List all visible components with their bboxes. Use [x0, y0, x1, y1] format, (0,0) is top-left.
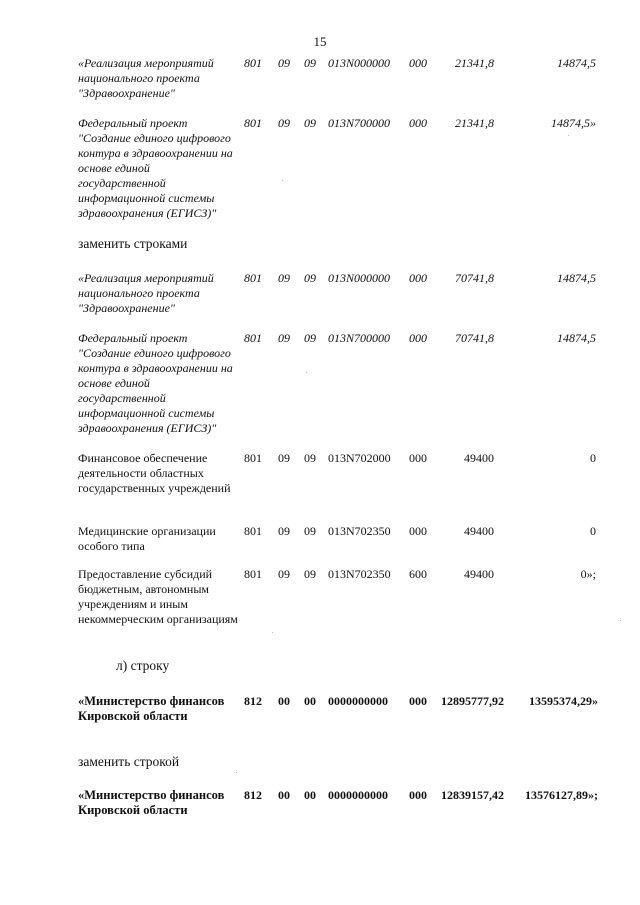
amount-2: 0»;: [580, 567, 596, 581]
code-target: 013N702350: [328, 524, 391, 538]
code-subsection: 09: [304, 567, 316, 581]
amount-2: 0: [590, 524, 596, 538]
code-expense-type: 000: [409, 524, 427, 538]
code-expense-type: 000: [409, 56, 427, 70]
code-subsection: 09: [304, 116, 316, 130]
page-number: 15: [313, 34, 327, 49]
code-ministry: 801: [244, 56, 262, 70]
code-subsection: 09: [304, 56, 316, 70]
amount-1: 12895777,92: [441, 694, 504, 708]
code-ministry: 801: [244, 116, 262, 130]
code-subsection: 00: [304, 788, 316, 802]
amount-2: 13576127,89»;: [525, 788, 598, 802]
code-expense-type: 000: [409, 788, 427, 802]
code-ministry: 812: [244, 694, 262, 708]
code-section: 09: [278, 271, 290, 285]
row-name: Предоставление субсидий бюджетным, автономным учреждениям и иным некоммерческим организациям: [78, 567, 238, 626]
replace-rows-label: заменить строками: [78, 236, 188, 251]
code-target: 013N000000: [328, 56, 391, 70]
code-target: 0000000000: [328, 788, 388, 802]
row-name: Федеральный проект "Создание единого цифрового контура в здравоохранении на основе единой государственной информационной системы здравоохранения (ЕГИСЗ)": [78, 116, 233, 220]
row-name: «Реализация мероприятий национального проекта "Здравоохранение": [78, 271, 214, 315]
code-expense-type: 000: [409, 271, 427, 285]
code-section: 09: [278, 56, 290, 70]
code-ministry: 801: [244, 567, 262, 581]
code-ministry: 801: [244, 271, 262, 285]
replace-row-label: заменить строкой: [78, 754, 180, 769]
code-target: 0000000000: [328, 694, 388, 708]
amount-1: 21341,8: [455, 56, 494, 70]
code-subsection: 09: [304, 524, 316, 538]
code-target: 013N700000: [328, 331, 391, 345]
row-name: Медицинские организации особого типа: [78, 524, 216, 553]
row-name: Финансовое обеспечение деятельности областных государственных учреждений: [78, 451, 231, 495]
scan-speck: [236, 772, 237, 773]
row-name: «Министерство финансов Кировской области: [78, 694, 225, 723]
code-target: 013N702000: [328, 451, 391, 465]
code-section: 09: [278, 116, 290, 130]
code-ministry: 801: [244, 451, 262, 465]
code-subsection: 09: [304, 271, 316, 285]
amount-2: 14874,5: [557, 271, 596, 285]
code-expense-type: 000: [409, 694, 427, 708]
row-name: «Министерство финансов Кировской области: [78, 788, 225, 817]
code-section: 00: [278, 788, 290, 802]
scan-speck: [272, 632, 273, 633]
code-expense-type: 000: [409, 116, 427, 130]
code-section: 09: [278, 567, 290, 581]
amount-2: 14874,5: [557, 56, 596, 70]
code-subsection: 00: [304, 694, 316, 708]
amount-1: 12839157,42: [441, 788, 504, 802]
code-ministry: 812: [244, 788, 262, 802]
code-ministry: 801: [244, 524, 262, 538]
code-expense-type: 600: [409, 567, 427, 581]
amount-1: 70741,8: [455, 271, 494, 285]
code-target: 013N700000: [328, 116, 391, 130]
scan-speck: [306, 372, 307, 373]
code-target: 013N702350: [328, 567, 391, 581]
row-name: Федеральный проект "Создание единого цифрового контура в здравоохранении на основе единой государственной информационной системы здравоохранения (ЕГИСЗ)": [78, 331, 233, 435]
code-section: 09: [278, 331, 290, 345]
code-expense-type: 000: [409, 451, 427, 465]
amount-1: 49400: [464, 524, 494, 538]
amount-1: 49400: [464, 451, 494, 465]
amount-2: 14874,5»: [551, 116, 596, 130]
amount-2: 14874,5: [557, 331, 596, 345]
amount-1: 21341,8: [455, 116, 494, 130]
code-subsection: 09: [304, 451, 316, 465]
amount-1: 70741,8: [455, 331, 494, 345]
amount-1: 49400: [464, 567, 494, 581]
scan-speck: [568, 135, 569, 136]
amount-2: 0: [590, 451, 596, 465]
code-ministry: 801: [244, 331, 262, 345]
scan-speck: [282, 180, 283, 181]
amount-2: 13595374,29»: [529, 694, 598, 708]
code-subsection: 09: [304, 331, 316, 345]
scan-speck: [620, 620, 621, 621]
code-section: 09: [278, 524, 290, 538]
row-name: «Реализация мероприятий национального проекта "Здравоохранение": [78, 56, 214, 100]
code-section: 09: [278, 451, 290, 465]
item-l-label: л) строку: [116, 658, 170, 673]
code-target: 013N000000: [328, 271, 391, 285]
code-section: 00: [278, 694, 290, 708]
code-expense-type: 000: [409, 331, 427, 345]
